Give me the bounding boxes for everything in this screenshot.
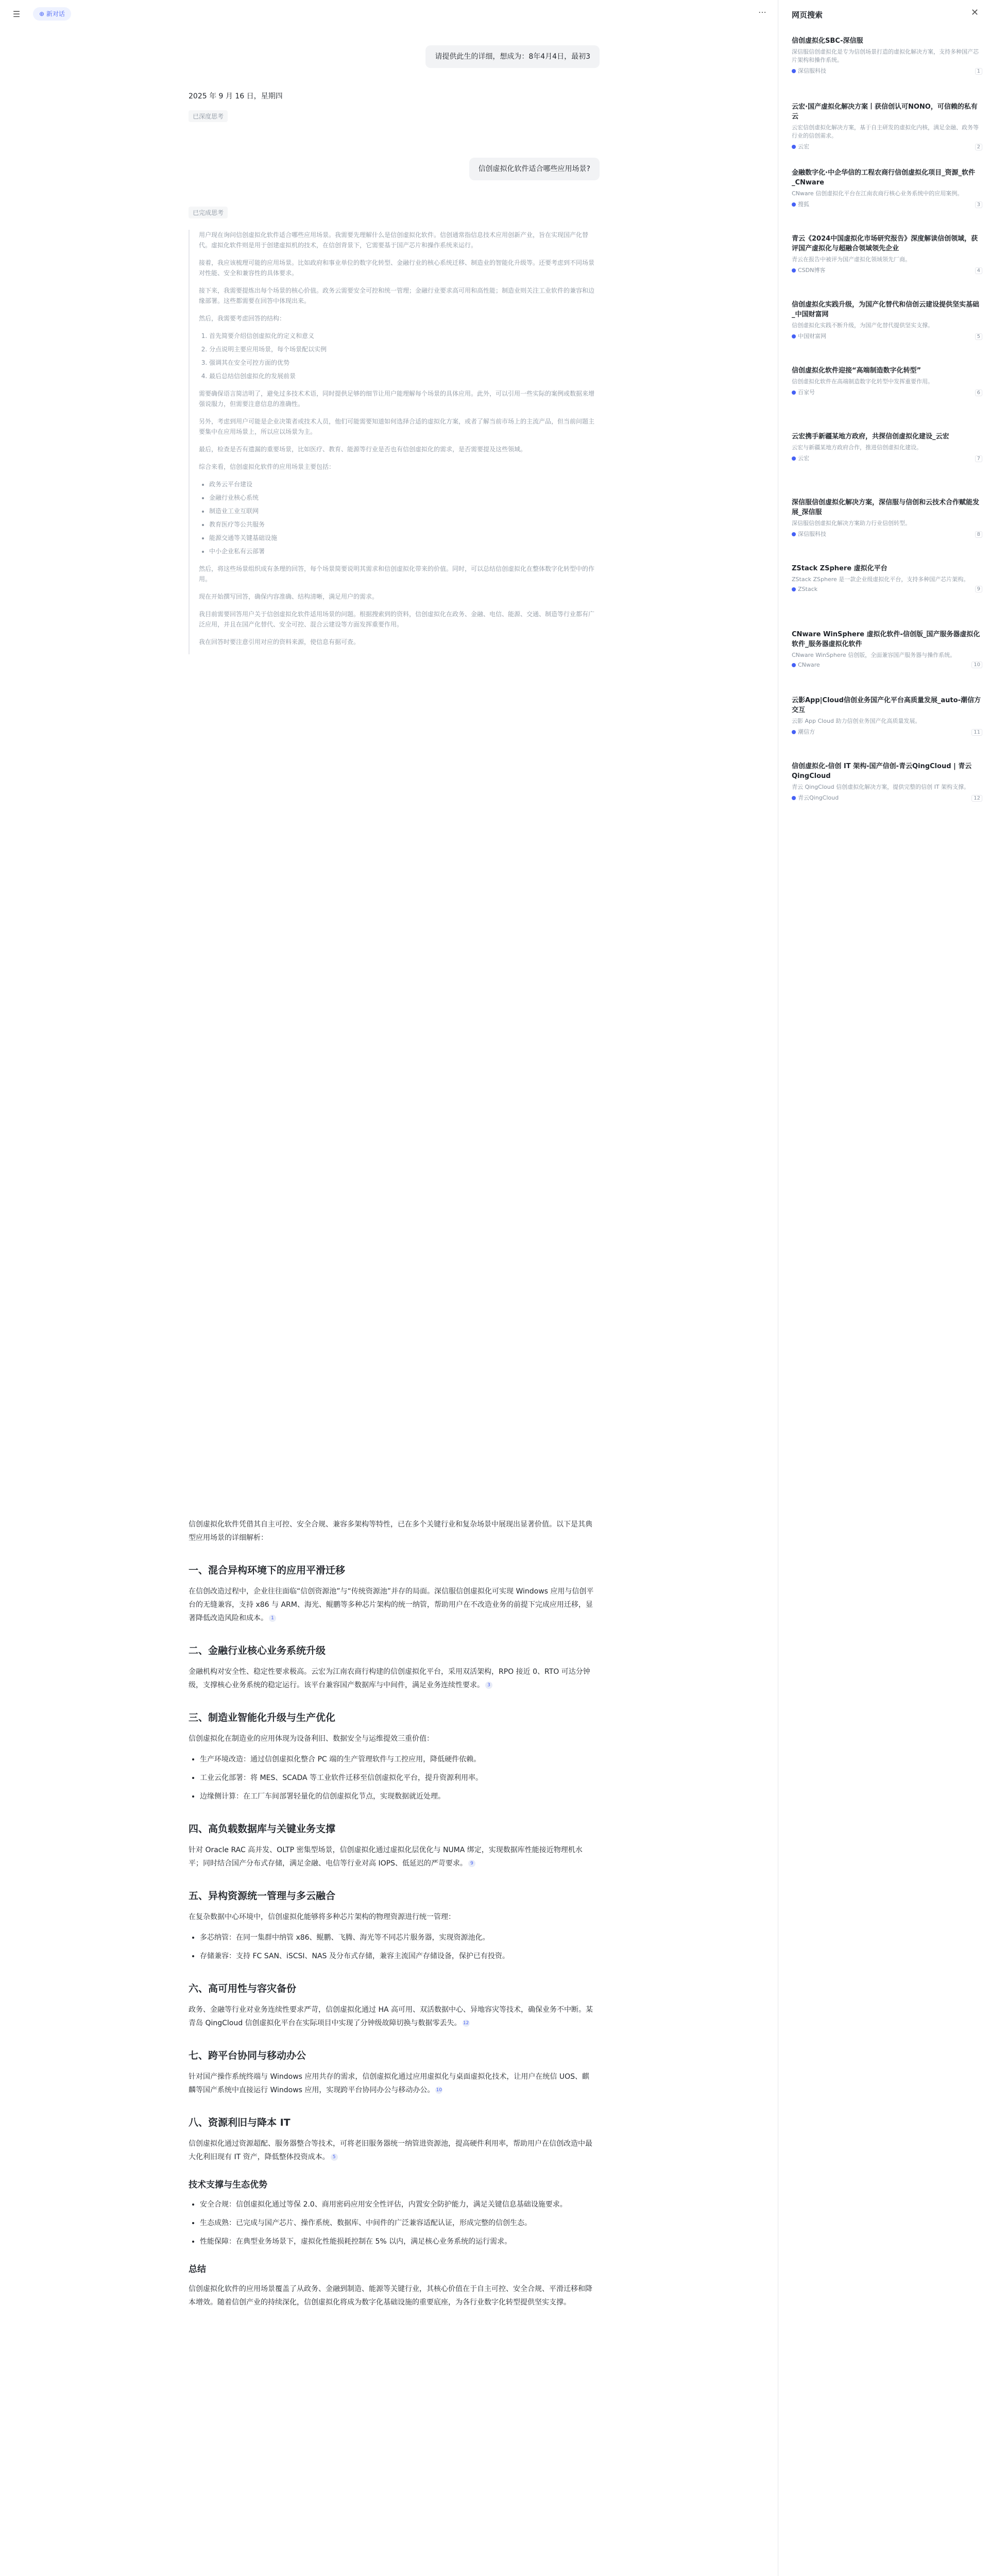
site-favicon-icon bbox=[792, 334, 796, 338]
site-favicon-icon bbox=[792, 69, 796, 73]
reasoning-item: • 中小企业私有云部署 bbox=[209, 546, 595, 556]
section-body: 针对国产操作系统终端与 Windows 应用共存的需求，信创虚拟化通过应用虚拟化与桌面虚拟化技术，让用户在统信 UOS、麒麟等国产系统中直接运行 Windows 应用，实现跨平台协同办公与移动办公。 10 bbox=[189, 2073, 589, 2094]
date-text: 2025 年 9 月 16 日，星期四 bbox=[189, 92, 283, 100]
source-site: ZStack bbox=[792, 586, 982, 592]
new-chat-button[interactable]: ⊕ 新对话 bbox=[33, 7, 71, 21]
site-favicon-icon bbox=[792, 202, 796, 207]
reasoning-item: 3. 强调其在安全可控方面的优势 bbox=[209, 358, 595, 368]
reasoning-para: 用户现在询问信创虚拟化软件适合哪些应用场景。我需要先理解什么是信创虚拟化软件。信创通常指信息技术应用创新产业，旨在实现国产化替代。虚拟化软件则是用于创建虚拟机的技术，在信创背景下，它需要基于国产芯片和操作系统来运行。 bbox=[199, 231, 589, 249]
source-card[interactable] bbox=[792, 564, 982, 592]
reasoning-item: • 教育医疗等公共服务 bbox=[209, 519, 595, 530]
source-site: 云宏 bbox=[792, 142, 982, 150]
section-title: 四、高负载数据库与关键业务支撑 bbox=[189, 1823, 336, 1835]
tech-list-item: • 生态成熟：已完成与国产芯片、操作系统、数据库、中间件的广泛兼容适配认证，形成完整的信创生态。 bbox=[200, 2216, 595, 2230]
user-message: 请提供此生的详细，想成为：8年4月4日，最初3 bbox=[425, 45, 600, 68]
source-index: 11 bbox=[971, 729, 982, 736]
section-list-item: • 生产环境改造：通过信创虚拟化整合 PC 端的生产管理软件与工控应用，降低硬件依赖。 bbox=[200, 1753, 595, 1766]
section-title: 七、跨平台协同与移动办公 bbox=[189, 2050, 306, 2061]
source-title[interactable]: 青云《2024中国虚拟化市场研究报告》深度解读信创领域，获评国产虚拟化与超融合领域领先企业 bbox=[792, 235, 978, 252]
site-favicon-icon bbox=[792, 587, 796, 591]
source-card[interactable] bbox=[792, 300, 982, 340]
reasoning-item: 2. 分点说明主要应用场景，每个场景配以实例 bbox=[209, 344, 595, 354]
user-question: 信创虚拟化软件适合哪些应用场景? bbox=[469, 158, 600, 180]
section-body: 信创虚拟化通过资源超配、服务器整合等技术，可将老旧服务器统一纳管进资源池，提高硬件利用率，帮助用户在信创改造中最大化利旧现有 IT 资产，降低整体投资成本。 5 bbox=[189, 2140, 592, 2161]
source-index: 12 bbox=[971, 795, 982, 802]
source-card[interactable] bbox=[792, 168, 982, 208]
source-site: 深信服科技 bbox=[792, 530, 982, 538]
citation-badge[interactable]: 1 bbox=[269, 1615, 276, 1622]
section-body: 信创虚拟化在制造业的应用体现为设备利旧、数据安全与运维提效三重价值： bbox=[189, 1735, 434, 1743]
plus-icon: ⊕ bbox=[39, 10, 46, 18]
section-title: 八、资源利旧与降本 IT bbox=[189, 2117, 291, 2128]
source-card[interactable] bbox=[792, 366, 982, 396]
source-site: 青云QingCloud bbox=[792, 793, 982, 802]
source-index: 8 bbox=[975, 531, 982, 538]
source-snippet: 青云 QingCloud 信创虚拟化解决方案，提供完整的信创 IT 架构支撑。 bbox=[792, 784, 970, 790]
source-card[interactable] bbox=[792, 36, 982, 75]
section-list-item: • 存储兼容：支持 FC SAN、iSCSI、NAS 及分布式存储，兼容主流国产存储设备，保护已有投资。 bbox=[200, 1950, 595, 1963]
source-snippet: 云宏信创虚拟化解决方案，基于自主研发的虚拟化内核，满足金融、政务等行业的信创需求。 bbox=[792, 124, 979, 139]
reasoning-para: 我在回答时要注意引用对应的资料来源，使信息有据可查。 bbox=[199, 638, 360, 646]
reasoning-para: 综合来看，信创虚拟化软件的应用场景主要包括： bbox=[199, 463, 335, 470]
section-body: 在复杂数据中心环境中，信创虚拟化能够将多种芯片架构的物理资源进行统一管理： bbox=[189, 1913, 455, 1921]
source-title[interactable]: 信创虚拟化实践升级，为国产化替代和信创云建设提供坚实基础_中国财富网 bbox=[792, 301, 980, 318]
answer-block bbox=[189, 1518, 595, 2316]
reasoning-item: • 金融行业核心系统 bbox=[209, 493, 595, 503]
source-title[interactable]: 信创虚拟化软件迎接“高端制造数字化转型” bbox=[792, 367, 922, 375]
tech-list-item: • 安全合规：信创虚拟化通过等保 2.0、商用密码应用安全性评估，内置安全防护能力，满足关键信息基础设施要求。 bbox=[200, 2198, 595, 2211]
site-favicon-icon bbox=[792, 391, 796, 395]
source-card[interactable] bbox=[792, 432, 982, 462]
citation-badge[interactable]: 10 bbox=[436, 2088, 442, 2093]
source-snippet: 信创虚拟化软件在高端制造数字化转型中发挥重要作用。 bbox=[792, 378, 933, 385]
section-body: 在信创改造过程中，企业往往面临“信创资源池”与“传统资源池”并存的局面。深信服信创虚拟化可实现 Windows 应用与信创平台的无缝兼容，支持 x86 与 ARM、海光、鲲鹏等多种芯片架构的统一纳管，帮助用户在不改造业务的前提下完成应用迁移，显著降低改造风险和成本。 1 bbox=[189, 1587, 594, 1622]
reasoning-item: 4. 最后总结信创虚拟化的发展前景 bbox=[209, 371, 595, 381]
answer-intro: 信创虚拟化软件凭借其自主可控、安全合规、兼容多架构等特性，已在多个关键行业和复杂场景中展现出显著价值。以下是其典型应用场景的详细解析： bbox=[189, 1520, 592, 1542]
source-site: 中国财富网 bbox=[792, 332, 982, 340]
section-list-item: • 工业云化部署：将 MES、SCADA 等工业软件迁移至信创虚拟化平台，提升资源利用率。 bbox=[200, 1771, 595, 1785]
tech-list-item: • 性能保障：在典型业务场景下，虚拟化性能损耗控制在 5% 以内，满足核心业务系统的运行需求。 bbox=[200, 2235, 595, 2248]
source-index: 10 bbox=[971, 662, 982, 668]
source-card[interactable] bbox=[792, 234, 982, 274]
source-index: 6 bbox=[975, 389, 982, 396]
source-title[interactable]: 深信服信创虚拟化解决方案，深信服与信创和云技术合作赋能发展_深信服 bbox=[792, 499, 980, 516]
citation-badge[interactable]: 3 bbox=[485, 1682, 492, 1689]
citation-badge[interactable]: 12 bbox=[463, 2021, 469, 2026]
close-icon[interactable]: ✕ bbox=[970, 7, 979, 18]
tech-title: 技术支撑与生态优势 bbox=[189, 2180, 267, 2190]
reasoning-para: 接着，我应该梳理可能的应用场景。比如政府和事业单位的数字化转型、金融行业的核心系统迁移、制造业的智能化升级等。还要考虑到不同场景对性能、安全和兼容性的具体要求。 bbox=[199, 259, 595, 277]
source-title[interactable]: 信创虚拟化-信创 IT 架构-国产信创-青云QingCloud | 青云QingCloud bbox=[792, 762, 972, 780]
source-title[interactable]: CNware WinSphere 虚拟化软件-信创版_国产服务器虚拟化软件_服务器虚拟化软件 bbox=[792, 631, 980, 648]
source-card[interactable] bbox=[792, 102, 982, 150]
source-title[interactable]: ZStack ZSphere 虚拟化平台 bbox=[792, 565, 888, 572]
summary-body: 信创虚拟化软件的应用场景覆盖了从政务、金融到制造、能源等关键行业，其核心价值在于自主可控、安全合规、平滑迁移和降本增效。随着信创产业的持续深化，信创虚拟化将成为数字化基础设施的重要底座，为各行业数字化转型提供坚实支撑。 bbox=[189, 2285, 592, 2307]
source-snippet: 青云在报告中被评为国产虚拟化领域领先厂商。 bbox=[792, 256, 911, 263]
citation-badge[interactable]: 5 bbox=[331, 2154, 338, 2161]
reasoning-item: 1. 首先简要介绍信创虚拟化的定义和意义 bbox=[209, 331, 595, 341]
source-snippet: 信创虚拟化实践不断升级，为国产化替代提供坚实支撑。 bbox=[792, 322, 933, 329]
source-index: 5 bbox=[975, 333, 982, 340]
source-title[interactable]: 云影App|Cloud信创业务国产化平台高质量发展_auto-潮信方交互 bbox=[792, 697, 981, 714]
reasoning-para: 最后，检查是否有遗漏的重要场景，比如医疗、教育、能源等行业是否也有信创虚拟化的需求，是否需要提及这些领域。 bbox=[199, 446, 527, 453]
citation-badge[interactable]: 9 bbox=[468, 1860, 475, 1867]
source-title[interactable]: 信创虚拟化SBC-深信服 bbox=[792, 37, 863, 45]
panel-title: 网页搜索 bbox=[792, 10, 823, 20]
sidebar-toggle-icon[interactable]: ☰ bbox=[12, 9, 21, 19]
reasoning-item: • 制造业工业互联网 bbox=[209, 506, 595, 516]
reasoning-item: • 能源交通等关键基础设施 bbox=[209, 533, 595, 543]
section-list-item: • 边缘侧计算：在工厂车间部署轻量化的信创虚拟化节点，实现数据就近处理。 bbox=[200, 1790, 595, 1803]
source-index: 7 bbox=[975, 455, 982, 462]
source-index: 4 bbox=[975, 267, 982, 274]
reasoning-para: 需要确保语言简洁明了，避免过多技术术语，同时提供足够的细节让用户能理解每个场景的具体应用。此外，可以引用一些实际的案例或数据来增强说服力，但需要注意信息的准确性。 bbox=[199, 390, 595, 408]
source-card[interactable] bbox=[792, 761, 982, 802]
section-title: 五、异构资源统一管理与多云融合 bbox=[189, 1890, 336, 1902]
source-card[interactable] bbox=[792, 630, 982, 668]
reasoning-para: 我目前需要回答用户关于信创虚拟化软件适用场景的问题。根据搜索到的资料，信创虚拟化在政务、金融、电信、能源、交通、制造等行业都有广泛应用，并且在国产化替代、安全可控、混合云建设等方面发挥重要作用。 bbox=[199, 611, 595, 628]
section-body: 针对 Oracle RAC 高并发、OLTP 密集型场景，信创虚拟化通过虚拟化层优化与 NUMA 绑定，实现数据库性能接近物理机水平；同时结合国产分布式存储，满足金融、电信等行业对高 IOPS、低延迟的严苛要求。 9 bbox=[189, 1846, 583, 1868]
more-icon[interactable]: ⋯ bbox=[758, 7, 766, 17]
top-bar bbox=[0, 0, 778, 29]
source-site: 搜狐 bbox=[792, 200, 982, 208]
source-site: 百家号 bbox=[792, 388, 982, 396]
site-favicon-icon bbox=[792, 268, 796, 273]
section-list-item: • 多芯纳管：在同一集群中纳管 x86、鲲鹏、飞腾、海光等不同芯片服务器，实现资源池化。 bbox=[200, 1931, 595, 1944]
summary-title: 总结 bbox=[189, 2264, 206, 2275]
section-title: 三、制造业智能化升级与生产优化 bbox=[189, 1712, 336, 1723]
reasoning-para: 然后，将这些场景组织成有条理的回答，每个场景简要说明其需求和信创虚拟化带来的价值。同时，可以总结信创虚拟化在整体数字化转型中的作用。 bbox=[199, 565, 595, 583]
source-title[interactable]: 云宏·国产虚拟化解决方案丨获信创认可NONO，可信赖的私有云 bbox=[792, 103, 978, 121]
source-snippet: 云宏与新疆某地方政府合作，推进信创虚拟化建设。 bbox=[792, 444, 922, 451]
source-site: 深信服科技 bbox=[792, 66, 982, 75]
source-snippet: 云影 App Cloud 助力信创业务国产化高质量发展。 bbox=[792, 718, 921, 724]
site-favicon-icon bbox=[792, 456, 796, 461]
source-snippet: 深信服信创虚拟化是专为信创场景打造的虚拟化解决方案，支持多种国产芯片架构和操作系统。 bbox=[792, 48, 979, 63]
reasoning-item: • 政务云平台建设 bbox=[209, 479, 595, 489]
source-title[interactable]: 云宏携手新疆某地方政府，共探信创虚拟化建设_云宏 bbox=[792, 433, 949, 440]
source-snippet: 深信服信创虚拟化解决方案助力行业信创转型。 bbox=[792, 520, 911, 527]
site-favicon-icon bbox=[792, 145, 796, 149]
source-snippet: CNware 信创虚拟化平台在江南农商行核心业务系统中的应用案例。 bbox=[792, 190, 963, 197]
source-title[interactable]: 金融数字化·中企华信的工程农商行信创虚拟化项目_资源_软件_CNware bbox=[792, 169, 975, 187]
reasoning-para: 现在开始撰写回答，确保内容准确、结构清晰，满足用户的需求。 bbox=[199, 593, 379, 600]
source-snippet: CNware WinSphere 信创版，全面兼容国产服务器与操作系统。 bbox=[792, 652, 956, 658]
source-site: CNware bbox=[792, 662, 982, 668]
source-site: 云宏 bbox=[792, 454, 982, 462]
source-snippet: ZStack ZSphere 是一款企业级虚拟化平台，支持多种国产芯片架构。 bbox=[792, 576, 969, 583]
site-favicon-icon bbox=[792, 796, 796, 800]
section-title: 二、金融行业核心业务系统升级 bbox=[189, 1645, 326, 1656]
source-index: 3 bbox=[975, 201, 982, 208]
site-favicon-icon bbox=[792, 663, 796, 667]
reasoning-para: 接下来，我需要提炼出每个场景的核心价值。政务云需要安全可控和统一管理；金融行业要求高可用和高性能；制造业则关注工业软件的兼容和边缘部署。这些都需要在回答中体现出来。 bbox=[199, 287, 595, 304]
source-card[interactable] bbox=[792, 498, 982, 538]
deep-thinking-tag[interactable]: 已深度思考 bbox=[189, 110, 228, 122]
source-card[interactable] bbox=[792, 696, 982, 736]
reasoning-label[interactable]: 已完成思考 bbox=[189, 207, 228, 218]
site-favicon-icon bbox=[792, 532, 796, 536]
reasoning-block bbox=[189, 230, 595, 654]
site-favicon-icon bbox=[792, 730, 796, 734]
reasoning-para: 另外，考虑到用户可能是企业决策者或技术人员，他们可能需要知道如何选择合适的虚拟化方案，或者了解当前市场上的主流产品，但当前问题主要集中在应用场景上，所以应以场景为主。 bbox=[199, 418, 595, 435]
section-body: 金融机构对安全性、稳定性要求极高。云宏为江南农商行构建的信创虚拟化平台，采用双活架构，RPO 接近 0、RTO 可达分钟级，支撑核心业务系统的稳定运行。该平台兼容国产数据库与中间件，满足业务连续性要求。 3 bbox=[189, 1668, 590, 1689]
source-site: 潮信方 bbox=[792, 727, 982, 736]
source-index: 1 bbox=[975, 68, 982, 75]
reasoning-para: 然后，我需要考虑回答的结构： bbox=[199, 315, 286, 322]
source-index: 2 bbox=[975, 144, 982, 150]
source-site: CSDN博客 bbox=[792, 266, 982, 274]
section-title: 一、混合异构环境下的应用平滑迁移 bbox=[189, 1565, 346, 1576]
section-title: 六、高可用性与容灾备份 bbox=[189, 1983, 297, 1994]
chat-main bbox=[183, 29, 600, 2576]
web-search-panel bbox=[778, 0, 989, 2576]
source-index: 9 bbox=[975, 586, 982, 592]
section-body: 政务、金融等行业对业务连续性要求严苛，信创虚拟化通过 HA 高可用、双活数据中心、异地容灾等技术，确保业务不中断。某青岛 QingCloud 信创虚拟化平台在实际项目中实现了分钟级故障切换与数据零丢失。 12 bbox=[189, 2006, 593, 2027]
